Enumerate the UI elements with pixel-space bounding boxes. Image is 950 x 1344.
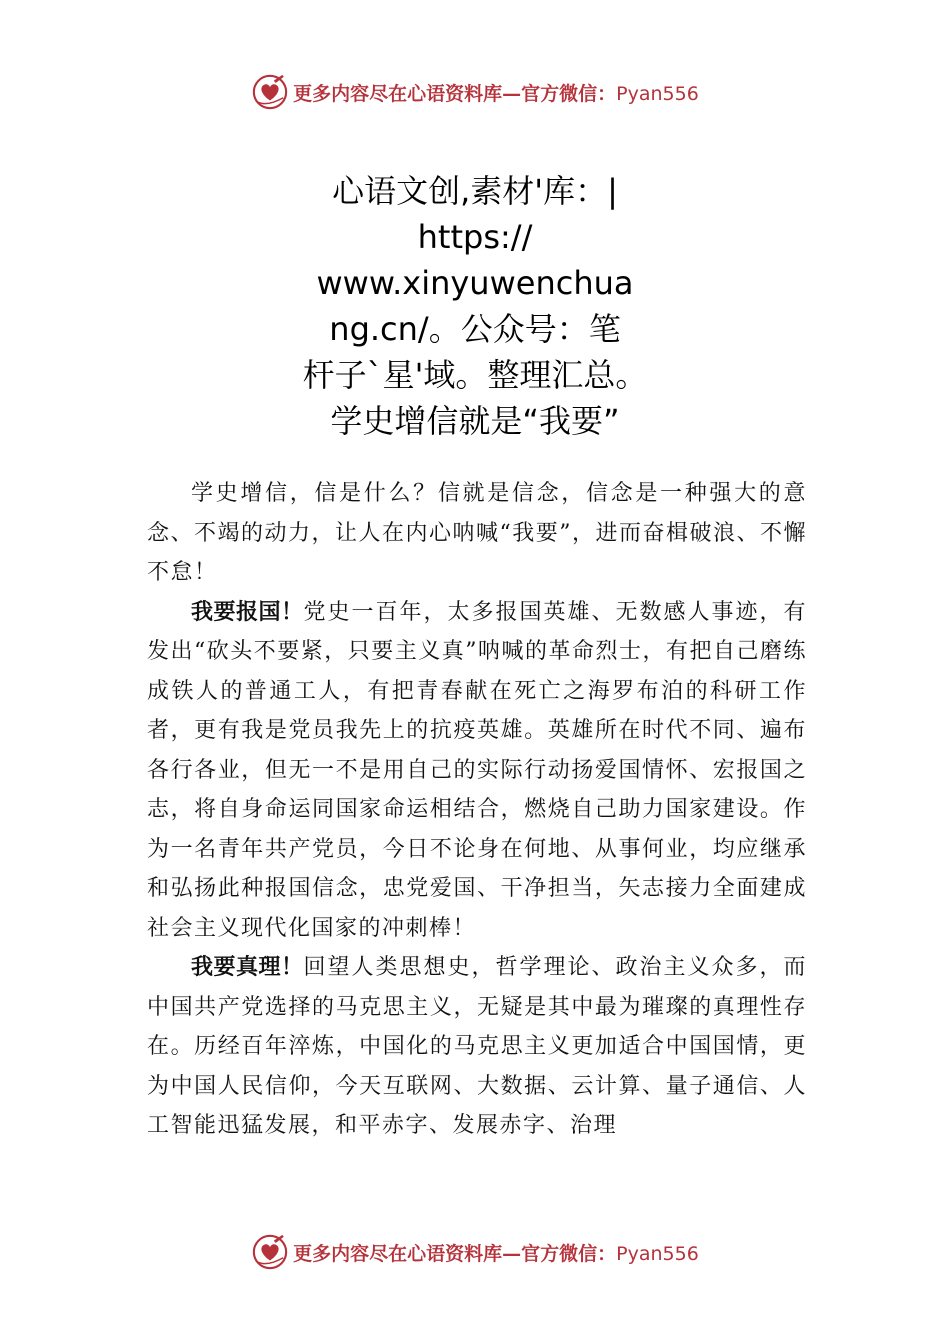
title-line: 心语文创,素材'库：| [332, 172, 618, 210]
paragraph-intro [147, 474, 807, 593]
paragraph-lead: 我要真理！ [191, 955, 304, 980]
header-banner-text: 更多内容尽在心语资料库—官方微信：Pyan556 [293, 82, 699, 105]
document-title [0, 168, 950, 444]
paragraph-patriotism [147, 593, 807, 949]
title-line: www.xinyuwenchua [316, 264, 634, 302]
paragraph-truth [147, 948, 807, 1146]
document-body [147, 474, 807, 1146]
paragraph-text: 回望人类思想史，哲学理论、政治主义众多，而中国共产党选择的马克思主义，无疑是其中最为璀璨的真理性存在。历经百年淬炼，中国化的马克思主义更加适合中国国情，更为中国人民信仰，今天互联网、大数据、云计算、量子通信、人工智能迅猛发展，和平赤字、发展赤字、治理 [147, 955, 807, 1138]
footer-banner [0, 1232, 950, 1272]
header-banner [0, 72, 950, 112]
heart-pen-logo-icon [251, 1233, 289, 1271]
paragraph-text: 党史一百年，太多报国英雄、无数感人事迹，有发出“砍头不要紧，只要主义真”呐喊的革命烈士，有把自己磨练成铁人的普通工人，有把青春献在死亡之海罗布泊的科研工作者，更有我是党员我先上的抗疫英雄。英雄所在时代不同、遍布各行各业，但无一不是用自己的实际行动扬爱国情怀、宏报国之志，将自身命运同国家命运相结合，燃烧自己助力国家建设。作为一名青年共产党员，今日不论身在何地、从事何业，均应继承和弘扬此种报国信念，忠党爱国、干净担当，矢志接力全面建成社会主义现代化国家的冲刺棒！ [147, 599, 807, 941]
title-line: https:// [417, 218, 533, 256]
title-line: 杆子`星'域。整理汇总。 [302, 356, 648, 394]
heart-pen-logo-icon [251, 73, 289, 111]
footer-wechat-id: Pyan556 [616, 1242, 699, 1265]
footer-banner-text: 更多内容尽在心语资料库—官方微信：Pyan556 [293, 1242, 699, 1265]
paragraph-text: 学史增信，信是什么？信就是信念，信念是一种强大的意念、不竭的动力，让人在内心呐喊“我要”，进而奋楫破浪、不懈不怠！ [147, 481, 807, 585]
title-line: ng.cn/。公众号：笔 [329, 310, 621, 348]
title-line: 学史增信就是“我要” [330, 402, 620, 440]
header-wechat-id: Pyan556 [616, 82, 699, 105]
paragraph-lead: 我要报国！ [191, 599, 304, 625]
